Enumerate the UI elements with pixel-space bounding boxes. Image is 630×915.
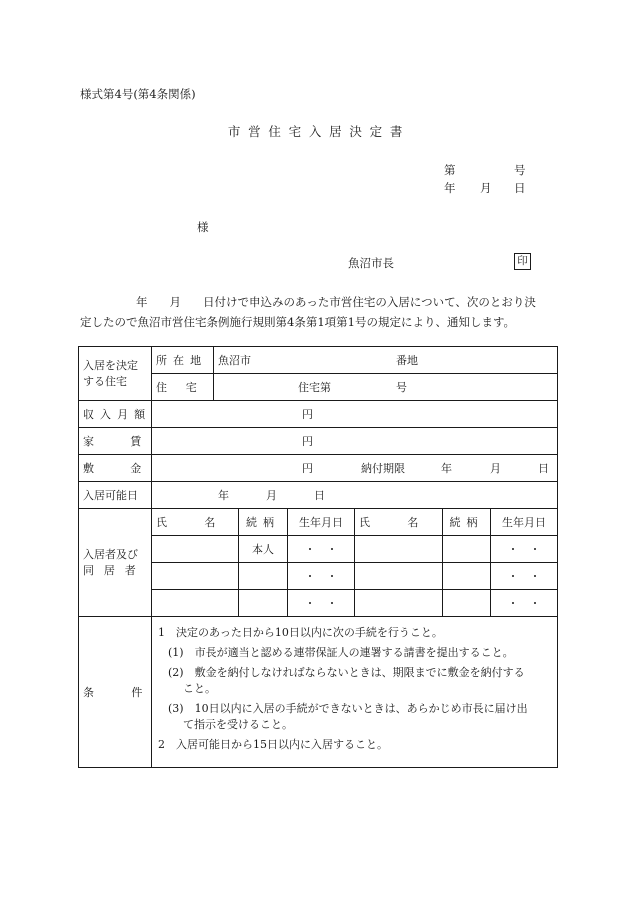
- condition-1-3-line-1: (3) 10日以内に入居の手続ができないときは、あらかじめ市長に届け出: [168, 702, 528, 715]
- resident-birth-cell[interactable]: ・ ・: [288, 563, 355, 590]
- body-year: 年: [136, 295, 148, 309]
- income-value[interactable]: [152, 401, 558, 428]
- housing-label-line-1: 入居を決定: [83, 358, 138, 372]
- col-name-1: 氏名: [152, 509, 239, 536]
- notice-line-1: [80, 292, 560, 312]
- date-year-label: 年: [444, 181, 456, 195]
- resident-birth-cell[interactable]: ・ ・: [491, 536, 558, 563]
- condition-1-2-line-2: こと。: [183, 682, 216, 695]
- resident-relation-cell[interactable]: [443, 590, 491, 617]
- notice-line-2: 定したので魚沼市営住宅条例施行規則第4条第1項第1号の規定により、通知します。: [80, 315, 516, 329]
- body-month: 月: [169, 295, 181, 309]
- move-in-label: 入居可能日: [79, 482, 152, 509]
- residents-header-row: [79, 509, 558, 536]
- seal-mark: 印: [514, 253, 531, 270]
- form-number: 様式第4号(第4条関係): [80, 87, 196, 101]
- house-number-prefix: 住宅第: [298, 381, 331, 394]
- resident-name-cell[interactable]: [355, 536, 443, 563]
- resident-name-cell[interactable]: [355, 590, 443, 617]
- location-banchi: 番地: [396, 354, 418, 367]
- deadline-day: 日: [538, 462, 549, 475]
- housing-location-row: [79, 347, 558, 374]
- resident-birth-cell[interactable]: ・ ・: [288, 590, 355, 617]
- notice-body: [80, 292, 560, 332]
- income-label: 収入月額: [79, 401, 152, 428]
- condition-1-3: [158, 701, 551, 733]
- deadline-year: 年: [441, 462, 452, 475]
- condition-1-2: [158, 665, 551, 697]
- col-birth-2: 生年月日: [491, 509, 558, 536]
- move-in-year: 年: [218, 489, 229, 502]
- deadline-label: 納付期限: [361, 462, 405, 475]
- residents-label-line-1: 入居者及び: [83, 547, 138, 561]
- body-line1-rest: 日付けで申込みのあった市営住宅の入居について、次のとおり決: [203, 295, 536, 309]
- conditions-row: [79, 617, 558, 768]
- resident-relation-cell[interactable]: [239, 590, 288, 617]
- resident-relation-cell[interactable]: [443, 536, 491, 563]
- deposit-row: [79, 455, 558, 482]
- rent-row: [79, 428, 558, 455]
- location-label: 所在地: [152, 347, 214, 374]
- condition-2: 2 入居可能日から15日以内に入居すること。: [158, 738, 388, 751]
- rent-value[interactable]: [152, 428, 558, 455]
- house-number-suffix: 号: [396, 381, 407, 394]
- number-dai: 第: [444, 163, 456, 177]
- move-in-day: 日: [314, 489, 325, 502]
- resident-relation-cell[interactable]: [239, 563, 288, 590]
- income-yen: 円: [302, 408, 313, 421]
- date-day-label: 日: [514, 181, 526, 195]
- move-in-value[interactable]: [152, 482, 558, 509]
- date-month-label: 月: [480, 181, 492, 195]
- document-title: 市営住宅入居決定書: [227, 124, 411, 139]
- resident-name-cell[interactable]: [355, 563, 443, 590]
- deposit-value[interactable]: [152, 455, 558, 482]
- resident-birth-cell[interactable]: ・ ・: [288, 536, 355, 563]
- residents-label-line-2: 同居者: [83, 563, 146, 577]
- house-value[interactable]: [214, 374, 558, 401]
- house-label: 住宅: [152, 374, 214, 401]
- rent-label: 家賃: [79, 428, 152, 455]
- deposit-label: 敷金: [79, 455, 152, 482]
- move-in-month: 月: [266, 489, 277, 502]
- rent-yen: 円: [302, 435, 313, 448]
- condition-1-1: (1) 市長が適当と認める連帯保証人の連署する請書を提出すること。: [168, 646, 514, 659]
- col-relation-2: 続柄: [443, 509, 491, 536]
- col-birth-1: 生年月日: [288, 509, 355, 536]
- number-go: 号: [514, 163, 526, 177]
- resident-name-cell[interactable]: [152, 536, 239, 563]
- deadline-month: 月: [490, 462, 501, 475]
- resident-relation-self: 本人: [239, 536, 288, 563]
- conditions-label: 条件: [79, 617, 152, 768]
- residents-label: [79, 509, 152, 617]
- housing-label-line-2: する住宅: [83, 374, 127, 388]
- resident-birth-cell[interactable]: ・ ・: [491, 590, 558, 617]
- col-name-2: 氏名: [355, 509, 443, 536]
- condition-1-3-line-2: て指示を受けること。: [183, 718, 293, 731]
- move-in-row: [79, 482, 558, 509]
- housing-label: [79, 347, 152, 401]
- condition-1-2-line-1: (2) 敷金を納付しなければならないときは、期限までに敷金を納付する: [168, 666, 525, 679]
- issuer-name: 魚沼市長: [348, 256, 394, 270]
- resident-birth-cell[interactable]: ・ ・: [491, 563, 558, 590]
- conditions-text: [152, 617, 558, 768]
- income-row: [79, 401, 558, 428]
- deposit-yen: 円: [302, 462, 313, 475]
- condition-1: 1 決定のあった日から10日以内に次の手続を行うこと。: [158, 626, 443, 639]
- resident-name-cell[interactable]: [152, 590, 239, 617]
- resident-name-cell[interactable]: [152, 563, 239, 590]
- col-relation-1: 続柄: [239, 509, 288, 536]
- addressee-suffix: 様: [197, 220, 209, 234]
- decision-table: [78, 346, 558, 768]
- location-city: 魚沼市: [218, 354, 251, 367]
- resident-relation-cell[interactable]: [443, 563, 491, 590]
- location-value[interactable]: [214, 347, 558, 374]
